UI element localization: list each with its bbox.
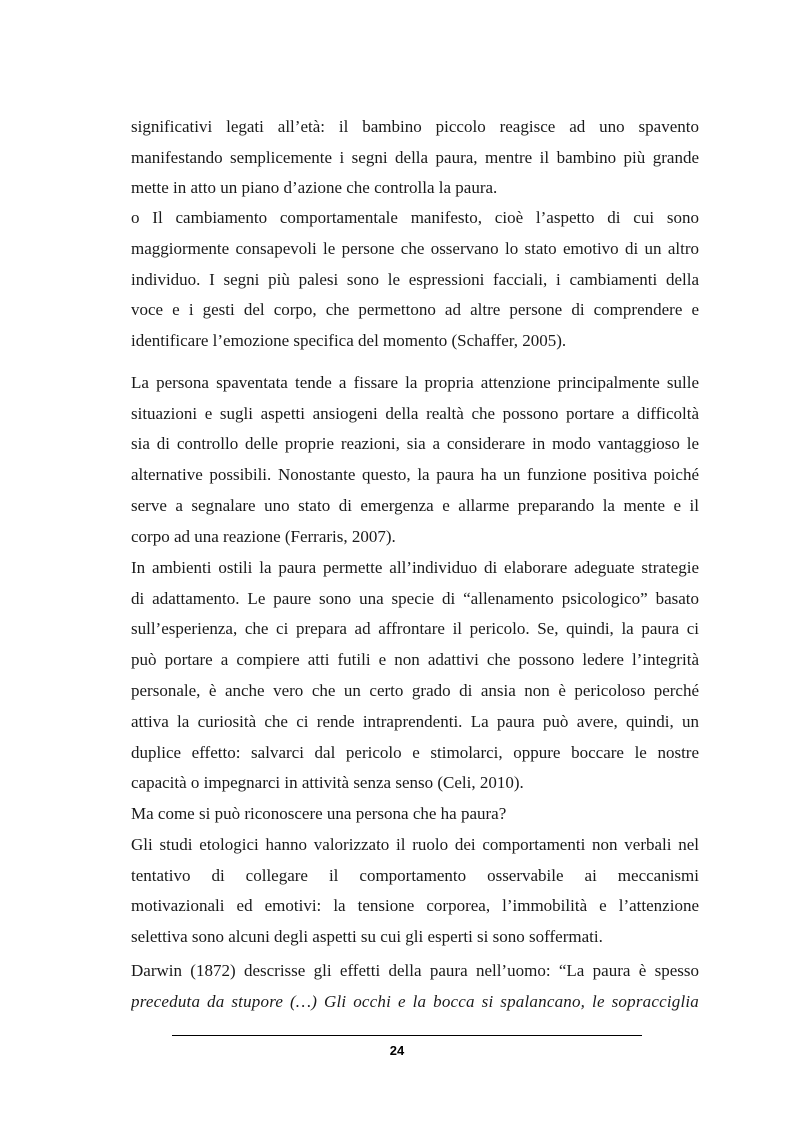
body-text-line: tentativo di collegare il comportamento osservabile ai meccanismi: [131, 866, 699, 885]
body-text-line: mette in atto un piano d’azione che controlla la paura.: [131, 178, 498, 197]
body-text-line: maggiormente consapevoli le persone che osservano lo stato emotivo di un altro: [131, 239, 699, 258]
body-text-line: attiva la curiosità che ci rende intraprendenti. La paura può avere, quindi, un: [131, 712, 699, 731]
body-text-line: di adattamento. Le paure sono una specie di “allenamento psicologico” basato: [131, 589, 699, 608]
quote-line: preceduta da stupore (…) Gli occhi e la bocca si spalancano, le sopracciglia: [131, 992, 699, 1011]
body-text-line: La persona spaventata tende a fissare la propria attenzione principalmente sulle: [131, 373, 699, 392]
body-text-line: alternative possibili. Nonostante questo, la paura ha un funzione positiva poiché: [131, 465, 699, 484]
body-text-line: motivazionali ed emotivi: la tensione corporea, l’immobilità e l’attenzione: [131, 896, 699, 915]
body-text-line: significativi legati all’età: il bambino piccolo reagisce ad uno spavento: [131, 117, 699, 136]
body-text-line: duplice effetto: salvarci dal pericolo e stimolarci, oppure boccare le nostre: [131, 743, 699, 762]
body-text-line: selettiva sono alcuni degli aspetti su cui gli esperti si sono soffermati.: [131, 927, 603, 946]
page-number: 24: [389, 1043, 405, 1058]
footer-divider: [172, 1035, 642, 1036]
body-text-line: personale, è anche vero che un certo grado di ansia non è pericoloso perché: [131, 681, 699, 700]
body-text-line: sia di controllo delle proprie reazioni, sia a considerare in modo vantaggioso le: [131, 434, 699, 453]
body-text-line: situazioni e sugli aspetti ansiogeni della realtà che possono portare a difficoltà: [131, 404, 699, 423]
body-text-line: sull’esperienza, che ci prepara ad affrontare il pericolo. Se, quindi, la paura ci: [131, 619, 699, 638]
body-text-line: capacità o impegnarci in attività senza senso (Celi, 2010).: [131, 773, 524, 792]
body-text-line: Ma come si può riconoscere una persona che ha paura?: [131, 804, 507, 823]
body-text-line: In ambienti ostili la paura permette all’individuo di elaborare adeguate strategie: [131, 558, 699, 577]
body-text-line: Gli studi etologici hanno valorizzato il ruolo dei comportamenti non verbali nel: [131, 835, 699, 854]
body-text-line: manifestando semplicemente i segni della paura, mentre il bambino più grande: [131, 148, 699, 167]
body-text-line: serve a segnalare uno stato di emergenza e allarme preparando la mente e il: [131, 496, 699, 515]
body-text-line: individuo. I segni più palesi sono le espressioni facciali, i cambiamenti della: [131, 270, 699, 289]
body-text-line: Darwin (1872) descrisse gli effetti della paura nell’uomo: “La paura è spesso: [131, 961, 699, 980]
body-text-line: voce e i gesti del corpo, che permettono ad altre persone di comprendere e: [131, 300, 699, 319]
body-text-line: identificare l’emozione specifica del momento (Schaffer, 2005).: [131, 331, 567, 350]
body-text-line: corpo ad una reazione (Ferraris, 2007).: [131, 527, 396, 546]
body-text-line: può portare a compiere atti futili e non adattivi che possono ledere l’integrità: [131, 650, 699, 669]
bullet-item-line: o Il cambiamento comportamentale manifesto, cioè l’aspetto di cui sono: [131, 208, 699, 227]
